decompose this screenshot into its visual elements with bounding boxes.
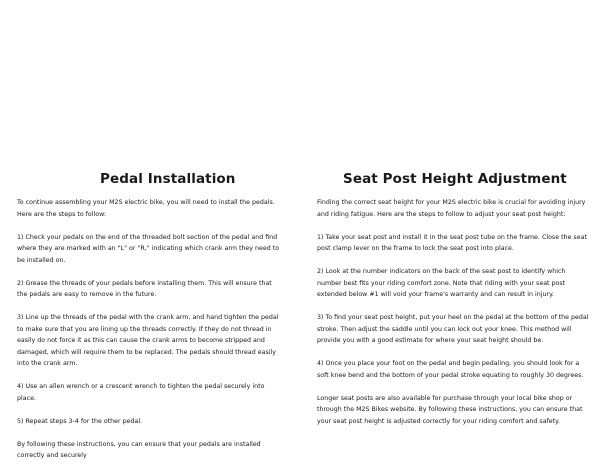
seat-post-step-2: 2) Look at the number indicators on the back of the seat post to identify which number best fits your riding comfort zone. Note that riding with your seat post extended below #1 will void your frame's warranty and can result in injury. (317, 268, 566, 298)
pedal-step-5: 5) Repeat steps 3-4 for the other pedal. (17, 417, 143, 425)
pedal-step-4: 4) Use an allen wrench or a crescent wrench to tighten the pedal securely into place. (17, 383, 265, 402)
seat-post-conclusion-paragraph: Longer seat posts are also available for purchase through your local bike shop or through the M2S Bikes website. By following these instructions, you can ensure that your seat post height is adjusted correctly for your riding comfort and safety. (317, 394, 583, 425)
seat-post-intro-paragraph: Finding the correct seat height for your M2S electric bike is crucial for avoiding injury and riding fatigue. Here are the steps to follow to adjust your seat post height: (317, 199, 586, 218)
seat-post-step-4: 4) Once you place your foot on the pedal and begin pedaling, you should look for a soft knee bend and the bottom of your pedal stroke equating to roughly 30 degrees. (317, 360, 584, 379)
pedal-conclusion-paragraph: By following these instructions, you can ensure that your pedals are installed correctly and securely (17, 440, 261, 459)
seat-post-step-3: 3) To find your seat post height, put your heel on the pedal at the bottom of the pedal stroke. Then adjust the saddle until you can lock out your knee. This method will provide you with a good estimate for where your seat height should be. (317, 314, 589, 344)
pedal-step-2: 2) Grease the threads of your pedals before installing them. This will ensure that the pedals are easy to remove in the future. (17, 279, 272, 298)
pedal-step-1: 1) Check your pedals on the end of the threaded bolt section of the pedal and find where they are marked with an "L" or "R," indicating which crank arm they need to be installed on. (17, 233, 280, 264)
pedal-installation-body (17, 197, 282, 473)
seat-post-step-1: 1) Take your seat post and install it in the seat post tube on the frame. Close the seat post clamp lever on the frame to lock the seat post into place. (317, 233, 587, 252)
seat-post-title: Seat Post Height Adjustment (343, 171, 567, 187)
seat-post-body (317, 197, 589, 439)
pedal-step-3: 3) Line up the threads of the pedal with the crank arm, and hand tighten the pedal to make sure that you are lining up the threads correctly. If they do not thread in easily do not force it as this can cause the crank arms to become stripped and damaged, which will require them to be replaced. The pedals should thread easily into the crank arm. (17, 314, 279, 367)
pedal-installation-title: Pedal Installation (100, 171, 236, 187)
pedal-intro-paragraph: To continue assembling your M2S electric bike, you will need to install the pedals. Here are the steps to follow: (17, 199, 275, 218)
